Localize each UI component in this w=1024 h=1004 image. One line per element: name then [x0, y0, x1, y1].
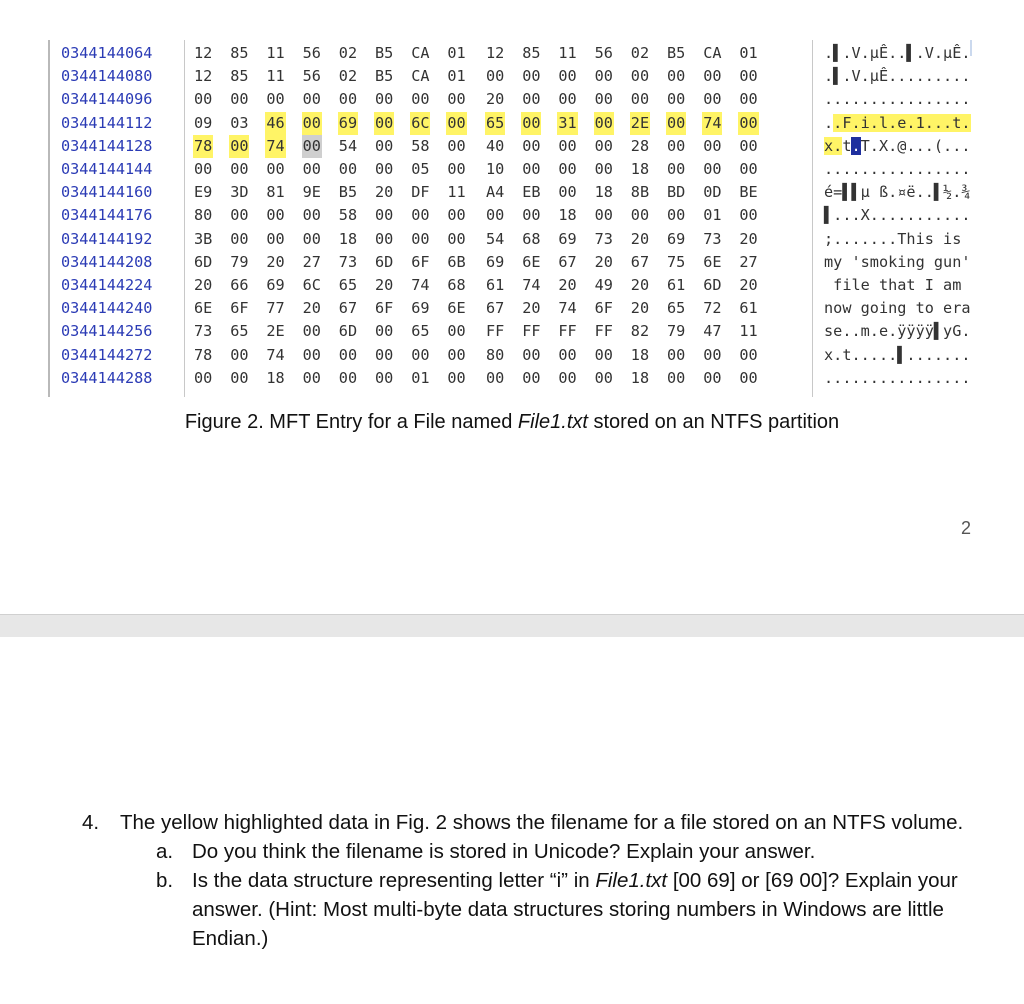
hex-byte: 74: [411, 276, 430, 294]
hex-byte: 00: [667, 136, 686, 155]
hex-byte: E9: [194, 183, 213, 202]
hex-byte: 00: [447, 206, 466, 225]
part-letter: a.: [156, 840, 174, 863]
hex-row: [50, 344, 977, 367]
hex-byte: 00: [447, 229, 466, 248]
hex-byte: 69: [486, 252, 505, 271]
hex-byte: 00: [266, 90, 285, 109]
hex-byte: 00: [594, 67, 613, 86]
hex-byte: FF: [522, 322, 541, 341]
hex-byte: 11: [266, 67, 285, 86]
hex-byte: 00: [302, 160, 321, 178]
hex-byte: 58: [411, 136, 430, 155]
ascii-column: .▌.V.µÊ..▌.V.µÊ.: [824, 44, 971, 62]
question-part-a: [156, 837, 1002, 866]
hex-byte: 6E: [194, 299, 213, 318]
hex-byte: 00: [230, 90, 249, 109]
hex-byte: 6C: [410, 112, 439, 135]
hex-byte: 65: [230, 322, 249, 341]
hex-byte: 00: [703, 160, 722, 178]
hex-byte: 00: [703, 368, 722, 387]
hex-byte: 0D: [703, 183, 722, 202]
question-4: [82, 808, 1002, 953]
ascii-column: ;.......This is: [824, 229, 962, 248]
hex-byte: 01: [447, 44, 466, 62]
hex-byte: 01: [703, 206, 722, 225]
hex-row: [50, 320, 977, 343]
ascii-column: se..m.e.ÿÿÿÿ▌yG.: [824, 322, 971, 341]
hex-byte: 00: [703, 90, 722, 109]
hex-byte: 49: [594, 276, 613, 294]
hex-byte: BE: [739, 183, 758, 202]
hex-byte: 74: [266, 345, 285, 364]
ascii-column: x.t.....▌.......: [824, 345, 971, 364]
page-break: [0, 614, 1024, 637]
hex-byte: 11: [558, 44, 577, 62]
row-offset: 0344144208: [61, 252, 153, 271]
hex-byte: 18: [630, 345, 650, 364]
hex-byte: 00: [558, 368, 577, 387]
hex-byte: 56: [302, 67, 321, 86]
hex-byte: 68: [447, 276, 466, 294]
hex-byte: 12: [194, 44, 213, 62]
ascii-column: x.t.T.X.@...(...: [824, 136, 971, 155]
hex-byte: 00: [230, 368, 249, 387]
row-offset: 0344144176: [61, 206, 153, 225]
hex-byte: 74: [522, 276, 541, 294]
hex-byte: 00: [447, 368, 466, 387]
hex-byte: 28: [630, 136, 650, 155]
row-offset: 0344144112: [61, 113, 153, 132]
hex-byte: 6D: [375, 252, 394, 271]
hex-byte: 67: [338, 299, 358, 318]
row-offset: 0344144288: [61, 368, 153, 387]
hex-byte: 00: [558, 345, 577, 364]
question-text: The yellow highlighted data in Fig. 2 shows the filename for a file stored on an NTFS volume.: [120, 811, 964, 834]
hex-byte: 20: [266, 252, 285, 271]
hex-byte: 6B: [447, 252, 466, 271]
hex-byte: 20: [594, 252, 613, 271]
ascii-column: file that I am: [833, 276, 962, 294]
ascii-column: ▌...X...........: [824, 206, 971, 225]
hex-byte: 54: [486, 229, 505, 248]
hex-byte: 00: [194, 90, 213, 109]
hex-byte: 00: [374, 112, 403, 135]
hex-byte: 00: [375, 322, 394, 341]
hex-byte: 46: [265, 112, 294, 135]
hex-byte: 00: [266, 229, 285, 248]
hex-byte: FF: [558, 322, 577, 341]
hex-byte: B5: [667, 44, 686, 62]
hex-byte: 73: [703, 229, 722, 248]
hex-byte: 01: [447, 67, 466, 86]
hex-byte: 73: [194, 322, 213, 341]
hex-byte: 65: [411, 322, 430, 341]
hex-byte: 00: [447, 90, 466, 109]
hex-byte: FF: [594, 322, 613, 341]
hex-byte: 00: [558, 183, 577, 202]
hex-byte: 00: [230, 229, 249, 248]
hex-byte: DF: [411, 183, 430, 202]
hex-byte: 56: [594, 44, 613, 62]
hex-byte: 3D: [230, 183, 249, 202]
hex-byte: 00: [667, 67, 686, 86]
hex-row: [50, 88, 977, 111]
hex-byte: 00: [522, 345, 541, 364]
hex-byte: 00: [447, 136, 466, 155]
hex-byte: 00: [266, 206, 285, 225]
question-number: 4.: [82, 811, 100, 834]
hex-byte: FF: [486, 322, 505, 341]
hex-byte: 00: [375, 136, 394, 155]
hex-byte: 00: [411, 229, 430, 248]
hex-byte: 20: [558, 276, 577, 294]
hex-byte: 67: [630, 252, 650, 271]
hex-byte: 00: [230, 160, 249, 178]
hex-byte: 18: [266, 368, 285, 387]
hex-byte: 68: [522, 229, 541, 248]
hex-byte: 00: [338, 368, 358, 387]
hex-byte: 00: [594, 136, 613, 155]
hex-byte: 00: [522, 160, 541, 178]
hex-byte: 00: [302, 206, 321, 225]
hex-byte: 02: [338, 67, 358, 86]
hex-byte: 6D: [338, 322, 358, 341]
ascii-column: ................: [824, 368, 971, 387]
hex-byte: 74: [265, 135, 294, 158]
hex-byte: CA: [411, 44, 430, 62]
hex-byte: 00: [230, 206, 249, 225]
question-part-b: b. Is the data structure representing letter “i” in File1.txt [00 69] or [69 00]? Explain your answer. (Hint: Most multi-byte data structures storing numbers in Windows are little Endian.): [192, 866, 1002, 953]
hex-byte: 18: [338, 229, 358, 248]
hex-byte: 00: [522, 206, 541, 225]
hex-byte: 00: [630, 206, 650, 225]
hex-byte: 00: [302, 229, 321, 248]
ascii-column: my 'smoking gun': [824, 252, 971, 271]
hex-byte: 00: [522, 67, 541, 86]
hex-byte: 20: [522, 299, 541, 318]
hex-byte: 12: [486, 44, 505, 62]
row-offset: 0344144144: [61, 160, 153, 178]
hex-byte: 3B: [194, 229, 213, 248]
hex-byte: 58: [338, 206, 358, 225]
part-letter: b.: [156, 869, 174, 892]
hex-byte: 66: [230, 276, 249, 294]
hex-row: [50, 204, 977, 227]
hex-byte: 02: [630, 44, 650, 62]
hex-byte: 00: [739, 160, 758, 178]
hex-byte: 01: [739, 44, 758, 62]
hex-byte: 00: [558, 136, 577, 155]
hex-byte: 65: [485, 112, 514, 135]
hex-byte: 6F: [375, 299, 394, 318]
hex-byte: 05: [411, 160, 430, 178]
ascii-column: é=▌▌µ ß.¤ë..▌½.¾: [824, 183, 971, 202]
row-offset: 0344144096: [61, 90, 153, 109]
hex-row: [50, 297, 977, 320]
hex-byte: 00: [630, 67, 650, 86]
hex-byte: 6D: [703, 276, 722, 294]
hex-byte: 00: [266, 160, 285, 178]
hex-row: [50, 158, 977, 181]
hex-byte: 00: [302, 90, 321, 109]
hex-byte: 00: [667, 160, 686, 178]
hex-byte: 69: [411, 299, 430, 318]
hex-byte: 79: [230, 252, 249, 271]
hex-byte: 20: [739, 276, 758, 294]
hex-byte: 78: [194, 345, 213, 364]
hex-byte: 69: [667, 229, 686, 248]
hex-byte: 10: [486, 160, 505, 178]
hex-byte: 31: [557, 112, 586, 135]
hex-byte: 00: [411, 206, 430, 225]
hex-byte: 69: [266, 276, 285, 294]
hex-byte: B5: [375, 44, 394, 62]
hex-byte: CA: [703, 44, 722, 62]
hex-byte: 65: [667, 299, 686, 318]
hex-byte: 6C: [302, 276, 321, 294]
hex-byte: 27: [302, 252, 321, 271]
hex-byte: 00: [739, 67, 758, 86]
hex-byte: 6E: [447, 299, 466, 318]
hex-byte: 00: [594, 112, 623, 135]
hex-byte: 77: [266, 299, 285, 318]
hex-byte: 00: [667, 368, 686, 387]
hex-byte: 00: [411, 345, 430, 364]
hex-byte: 00: [739, 206, 758, 225]
ascii-column: now going to era: [824, 299, 971, 318]
hex-row: [50, 228, 977, 251]
hex-byte: 67: [486, 299, 505, 318]
hex-byte: 00: [486, 67, 505, 86]
hex-byte: 54: [338, 136, 358, 155]
row-offset: 0344144272: [61, 345, 153, 364]
hex-byte: 00: [703, 136, 722, 155]
hex-byte: 02: [338, 44, 358, 62]
page-number: 2: [961, 518, 972, 538]
hex-byte: 20: [375, 183, 394, 202]
part-text: Do you think the filename is stored in Unicode? Explain your answer.: [192, 840, 816, 863]
hex-byte: 00: [594, 206, 613, 225]
hex-byte: 00: [667, 90, 686, 109]
hex-byte: 00: [446, 112, 475, 135]
row-offset: 0344144256: [61, 322, 153, 341]
hex-byte: 74: [702, 112, 731, 135]
hex-byte: 00: [338, 90, 358, 109]
hex-byte: 09: [194, 113, 213, 132]
hex-byte: 65: [338, 276, 358, 294]
hex-byte: 6E: [522, 252, 541, 271]
hex-byte: 2E: [630, 112, 659, 135]
hex-row: [50, 135, 977, 158]
ascii-column: ................: [824, 90, 971, 109]
hex-byte: 20: [302, 299, 321, 318]
hex-byte: 6D: [194, 252, 213, 271]
hex-byte: 00: [375, 345, 394, 364]
hex-byte: A4: [486, 183, 505, 202]
hex-byte: 11: [266, 44, 285, 62]
hex-byte: 00: [739, 345, 758, 364]
hex-byte: 6E: [703, 252, 722, 271]
hex-byte: 11: [739, 322, 758, 341]
hex-byte: 6F: [594, 299, 613, 318]
row-offset: 0344144224: [61, 276, 153, 294]
hex-byte: CA: [411, 67, 430, 86]
hex-byte: 00: [521, 112, 550, 135]
hex-byte: 01: [411, 368, 430, 387]
hex-byte: 9E: [302, 183, 321, 202]
hex-byte: 00: [594, 160, 613, 178]
hex-row: [50, 367, 977, 390]
hex-byte: 18: [630, 160, 650, 178]
hex-row: [50, 42, 977, 65]
hex-byte: 00: [739, 368, 758, 387]
row-offset: 0344144192: [61, 229, 153, 248]
hex-byte: 61: [667, 276, 686, 294]
hex-byte: 00: [739, 136, 758, 155]
scrollbar-marker: [970, 40, 972, 56]
hex-byte: 72: [703, 299, 722, 318]
hex-byte: 00: [338, 160, 358, 178]
hex-byte: 80: [486, 345, 505, 364]
hex-byte: 85: [230, 44, 249, 62]
hex-byte: 20: [630, 299, 650, 318]
hex-byte: 27: [739, 252, 758, 271]
hex-byte: 00: [375, 368, 394, 387]
hex-byte: 11: [447, 183, 466, 202]
hex-byte: 00: [447, 160, 466, 178]
hex-byte: 00: [703, 67, 722, 86]
hex-byte: 00: [375, 229, 394, 248]
hex-byte: 20: [630, 229, 650, 248]
row-offset: 0344144128: [61, 136, 153, 155]
hex-byte: 61: [739, 299, 758, 318]
hex-row: [50, 274, 977, 297]
hex-byte: BD: [667, 183, 686, 202]
hex-byte: 00: [229, 135, 258, 158]
hex-byte: 00: [302, 345, 321, 364]
hex-byte: 75: [667, 252, 686, 271]
hex-byte: 00: [594, 368, 613, 387]
hex-row: [50, 112, 977, 135]
hex-byte: 00: [375, 206, 394, 225]
hex-byte: 20: [630, 276, 650, 294]
figure-caption: Figure 2. MFT Entry for a File named File1.txt stored on an NTFS partition: [184, 411, 840, 433]
hex-byte: 20: [739, 229, 758, 248]
hex-row: [50, 181, 977, 204]
row-offset: 0344144080: [61, 67, 153, 86]
hex-byte: 20: [375, 276, 394, 294]
hex-byte: 6F: [230, 299, 249, 318]
hex-byte: 00: [667, 206, 686, 225]
hex-byte: 79: [667, 322, 686, 341]
hex-byte: 78: [193, 135, 222, 158]
row-offset: 0344144064: [61, 44, 153, 62]
hex-byte: 82: [630, 322, 650, 341]
hex-byte: 00: [302, 322, 321, 341]
hex-byte: 00: [522, 136, 541, 155]
hex-byte: 2E: [266, 322, 285, 341]
hex-editor-view: [48, 40, 977, 397]
hex-byte: 73: [594, 229, 613, 248]
hex-byte: 73: [338, 252, 358, 271]
row-offset: 0344144160: [61, 183, 153, 202]
hex-byte: 00: [302, 368, 321, 387]
hex-byte: 40: [486, 136, 505, 155]
hex-byte: 20: [486, 90, 505, 109]
hex-row: [50, 65, 977, 88]
hex-byte: 00: [522, 368, 541, 387]
hex-byte: 00: [194, 368, 213, 387]
hex-byte: 00: [558, 67, 577, 86]
hex-byte: 00: [738, 112, 767, 135]
hex-byte: 67: [558, 252, 577, 271]
hex-byte: 18: [630, 368, 650, 387]
hex-byte: 20: [194, 276, 213, 294]
hex-byte: 85: [230, 67, 249, 86]
hex-byte: 00: [522, 90, 541, 109]
hex-byte: 00: [667, 345, 686, 364]
hex-byte: 00: [194, 160, 213, 178]
hex-byte: 00: [302, 112, 331, 135]
hex-byte: 12: [194, 67, 213, 86]
hex-byte: 18: [594, 183, 613, 202]
hex-byte: 69: [558, 229, 577, 248]
hex-byte: 00: [447, 345, 466, 364]
hex-byte: B5: [375, 67, 394, 86]
hex-byte: 00: [338, 345, 358, 364]
hex-byte: 00: [594, 345, 613, 364]
hex-byte: 00: [739, 90, 758, 109]
hex-byte: 69: [338, 112, 367, 135]
hex-byte: 81: [266, 183, 285, 202]
hex-byte: 00: [558, 160, 577, 178]
row-offset: 0344144240: [61, 299, 153, 318]
hex-byte: 00: [302, 135, 331, 158]
hex-byte: 6F: [411, 252, 430, 271]
hex-byte: 00: [447, 322, 466, 341]
hex-byte: 00: [375, 160, 394, 178]
hex-byte: 85: [522, 44, 541, 62]
hex-byte: EB: [522, 183, 541, 202]
hex-byte: 00: [666, 112, 695, 135]
hex-byte: 56: [302, 44, 321, 62]
hex-byte: 00: [375, 90, 394, 109]
hex-byte: 8B: [630, 183, 650, 202]
hex-row: [50, 251, 977, 274]
hex-byte: 00: [230, 345, 249, 364]
hex-byte: 61: [486, 276, 505, 294]
hex-byte: 03: [230, 113, 249, 132]
hex-byte: 47: [703, 322, 722, 341]
hex-byte: 00: [630, 90, 650, 109]
hex-byte: 00: [486, 368, 505, 387]
hex-byte: 74: [558, 299, 577, 318]
hex-byte: 00: [703, 345, 722, 364]
hex-byte: 00: [486, 206, 505, 225]
ascii-column: ..F.i.l.e.1...t.: [824, 113, 971, 132]
hex-byte: 00: [594, 90, 613, 109]
hex-byte: 00: [558, 90, 577, 109]
hex-byte: 80: [194, 206, 213, 225]
ascii-column: ................: [824, 160, 971, 178]
hex-byte: 18: [558, 206, 577, 225]
hex-byte: 00: [411, 90, 430, 109]
hex-byte: B5: [338, 183, 358, 202]
ascii-column: .▌.V.µÊ.........: [824, 67, 971, 86]
